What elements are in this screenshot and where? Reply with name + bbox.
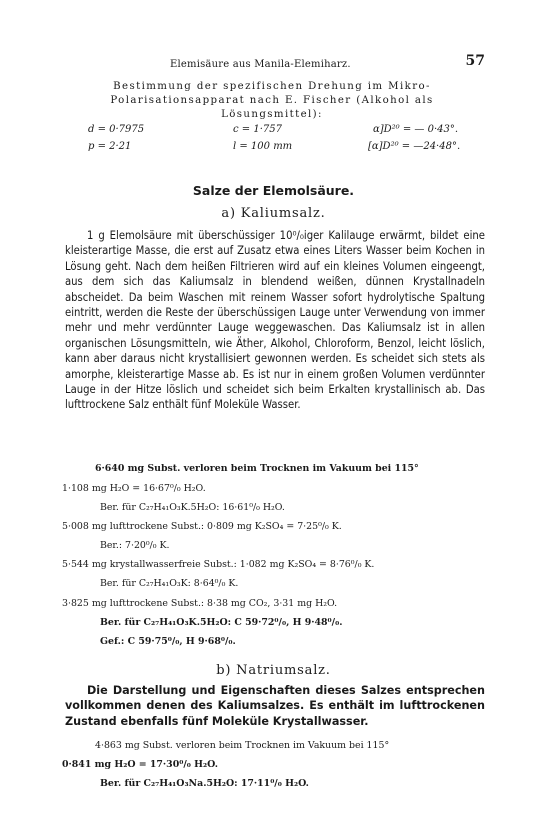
kaliumsalz-title: a) Kaliumsalz. [221, 206, 326, 221]
running-title: Elemisäure aus Manila-Elemiharz. [170, 59, 351, 70]
percent-value: p = 2·21 [88, 141, 132, 152]
observed-rotation: α]D²⁰ = — 0·43°. [373, 124, 459, 135]
kaliumsalz-text: 1 g Elemolsäure mit überschüssiger 10⁰/₀iger Kalilauge erwärmt, bildet eine kleisterartige Masse, die erst auf Zusatz etwa eines Liters Wasser beim Kochen in Lösung geht. Nach dem heißen Filtrieren wird auf ein kleines Volumen eingeengt, aus dem sich das Kaliumsalz in blendend weißen, dünnen Krystallnadeln abscheidet. Da beim Waschen mit reinem Wasser sofort hydrolytische Spaltung eintritt, werden die Reste der überschüssigen Lauge unter Verwendung von immer mehr und mehr verdünnter Lauge weggewaschen. Das Kaliumsalz ist in allen organischen Lösungsmitteln, wie Äther, Alkohol, Chloroform, Benzol, leicht löslich, kann aber daraus nicht krystallisiert gewonnen werden. Es scheidet sich stets als amorphe, kleisterartige Masse ab. Es ist nur in einem großen Volumen verdünnter Lauge in der Hitze löslich und scheidet sich beim Erkalten krystallinisch ab. Das lufttrockene Salz enthält fünf Moleküle Wasser. [65, 229, 485, 412]
analysis-line: 6·640 mg Subst. verloren beim Trocknen im Vakuum bei 115° [95, 463, 419, 474]
section-title: Salze der Elemolsäure. [192, 183, 355, 198]
analysis-line: 0·841 mg H₂O = 17·30⁰/₀ H₂O. [62, 759, 218, 770]
analysis-line: Ber. für C₂₇H₄₁O₃Na.5H₂O: 17·11⁰/₀ H₂O. [100, 778, 309, 789]
natriumsalz-title: b) Natriumsalz. [216, 663, 331, 678]
analysis-line: 1·108 mg H₂O = 16·67⁰/₀ H₂O. [62, 483, 206, 494]
analysis-line: Ber. für C₂₇H₄₁O₃K.5H₂O: C 59·72⁰/₀, H 9·48⁰/₀. [100, 617, 343, 628]
concentration-value: c = 1·757 [233, 124, 282, 135]
analysis-line: Ber.: 7·20⁰/₀ K. [100, 540, 170, 551]
page-number: 57 [465, 53, 485, 69]
analysis-line: Ber. für C₂₇H₄₁O₃K.5H₂O: 16·61⁰/₀ H₂O. [100, 502, 285, 513]
density-value: d = 0·7975 [88, 124, 145, 135]
analysis-line: 5·544 mg krystallwasserfreie Subst.: 1·082 mg K₂SO₄ = 8·76⁰/₀ K. [62, 559, 375, 570]
analysis-line: Gef.: C 59·75⁰/₀, H 9·68⁰/₀. [100, 636, 236, 647]
natriumsalz-paragraph [65, 683, 485, 729]
analysis-line: 5·008 mg lufttrockene Subst.: 0·809 mg K₂SO₄ = 7·25⁰/₀ K. [62, 521, 342, 532]
specific-rotation: [α]D²⁰ = —24·48°. [368, 141, 461, 152]
analysis-line: Ber. für C₂₇H₄₁O₃K: 8·64⁰/₀ K. [100, 578, 239, 589]
rotation-intro: Bestimmung der spezifischen Drehung im Mikro-Polarisationsapparat nach E. Fischer (Alkohol als Lösungsmittel): [110, 81, 434, 120]
length-value: l = 100 mm [233, 141, 293, 152]
analysis-line: 4·863 mg Subst. verloren beim Trocknen im Vakuum bei 115° [95, 740, 390, 751]
analysis-line: 3·825 mg lufttrockene Subst.: 8·38 mg CO₂, 3·31 mg H₂O. [62, 598, 338, 609]
natriumsalz-text: Die Darstellung und Eigenschaften dieses Salzes entsprechen vollkommen denen des Kaliumsalzes. Es enthält im lufttrockenen Zustand ebenfalls fünf Moleküle Krystallwasser. [65, 684, 485, 728]
kaliumsalz-paragraph [65, 228, 485, 413]
